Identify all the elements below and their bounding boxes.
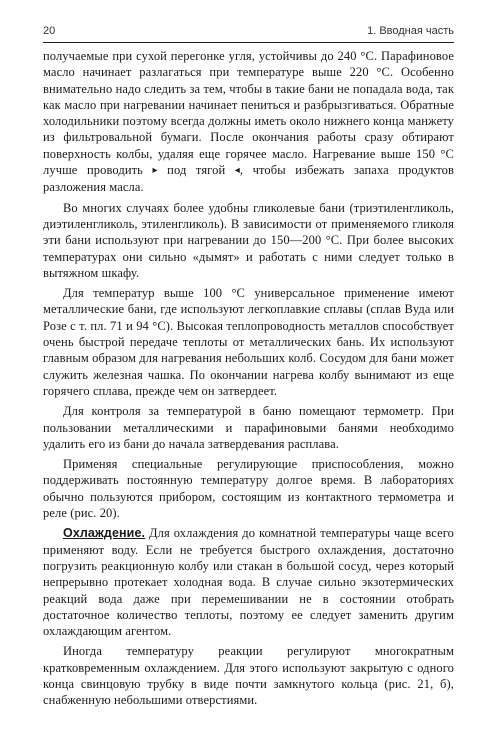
paragraph-text: Для температур выше 100 °С универсальное применение имеют металлические бани, где используют легкоплавкие сплавы (сплав Вуда или Розе с т. пл. 71 и 94 °С). Высокая теплопроводность металлов способствует очень быстрой передаче теплоты от металлических бань. Их используют главным образом для нагревания небольших колб. Сосудом для бани может служить железная чашка. По окончании нагрева колбу вынимают из еще горячего сплава, прежде чем он затвердеет.	[43, 286, 454, 398]
paragraph-text: получаемые при сухой перегонке угля, устойчивы до 240 °С. Парафиновое масло начинает разлагаться при температуре выше 220 °С. Особенно внимательно надо следить за тем, чтобы в такие бани не попадала вода, так как масло при нагревании начинает пениться и разбрызгиваться. Обратные холодильники поэтому всегда должны иметь около нижнего конца манжету из фильтровальной бумаги. После окончания работы сразу обтирают поверхность колбы, удаляя еще горячее масло. Нагревание выше 150 °С лучше проводить	[43, 49, 454, 178]
paragraph-text: Во многих случаях более удобны гликолевые бани (триэтиленгликоль, диэтиленгликоль, этиленгликоль). В зависимости от применяемого гликоля эти бани используют при нагревании до 150—200 °С. При более высоких температурах они сильно «дымят» и работать с ними следует только в вытяжном шкафу.	[43, 200, 454, 280]
page-number: 20	[43, 25, 56, 37]
section-heading-cooling: Охлаждение.	[63, 526, 146, 541]
paragraph-text: Для охлаждения до комнатной температуры чаще всего применяют воду. Если не требуется быстрого охлаждения, достаточно погрузить реакционную колбу или стакан в большой сосуд, через который непрерывно протекает холодная вода. В случае сильно экзотермических реакций вода даже при перемешивании не в состоянии отобрать достаточное количество теплоты, поэтому ее следует заменить другим охлаждающим агентом.	[43, 526, 454, 639]
paragraph-glycol-baths	[43, 200, 454, 281]
page-body	[43, 48, 454, 713]
paragraph-text: Для контроля за температурой в баню помещают термометр. При пользовании металлическими и парафиновыми банями необходимо удалить его из бани до начала затвердевания расплава.	[43, 404, 454, 451]
hood-marker-right-icon: ◂	[234, 165, 240, 177]
paragraph-text: , чтобы избежать запаха продуктов разложения масла.	[43, 163, 454, 195]
page-header	[43, 22, 454, 43]
paragraph-repeated-cooling	[43, 643, 454, 708]
paragraph-oil-baths	[43, 48, 454, 196]
paragraph-thermometer	[43, 403, 454, 452]
running-section-title: 1. Вводная часть	[367, 25, 454, 37]
paragraph-regulators	[43, 456, 454, 521]
paragraph-cooling	[43, 525, 454, 639]
paragraph-text: Иногда температуру реакции регулируют многократным кратковременным охлаждением. Для этого используют закрытую с одного конца свинцовую трубку в виде почти замкнутого кольца (рис. 21, б), снабженную небольшими отверстиями.	[43, 644, 454, 708]
paragraph-text: Применяя специальные регулирующие приспособления, можно поддерживать постоянную температуру долгое время. В лабораториях обычно пользуются прибором, состоящим из контактного термометра и реле (рис. 20).	[43, 457, 454, 521]
hood-marker-left-icon: ▸	[152, 165, 158, 177]
paragraph-metal-baths	[43, 285, 454, 399]
paragraph-text: под тягой	[157, 163, 235, 178]
